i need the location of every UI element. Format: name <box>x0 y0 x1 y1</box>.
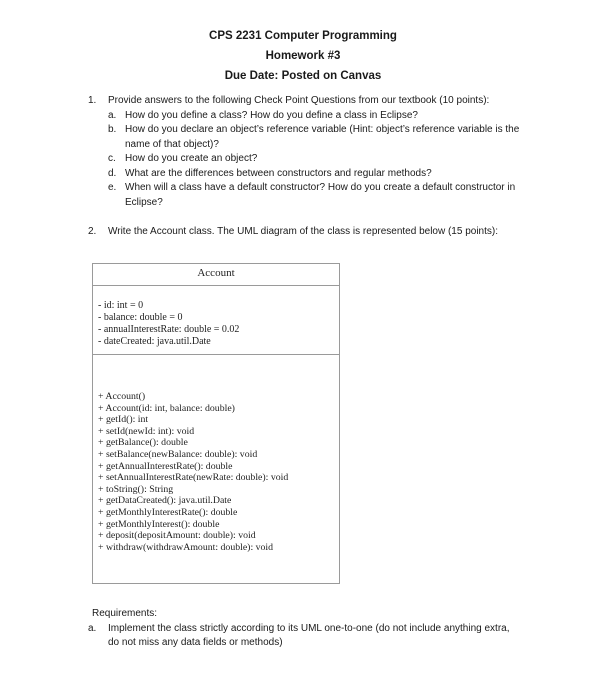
list-item <box>108 152 558 167</box>
uml-method: + getId(): int <box>98 414 149 426</box>
uml-class-diagram <box>92 263 340 584</box>
uml-method: + setBalance(newBalance: double): void <box>98 448 258 460</box>
uml-method: + setAnnualInterestRate(newRate: double): void <box>98 472 289 484</box>
uml-field: - id: int = 0 <box>98 300 144 311</box>
uml-method: + getBalance(): double <box>98 437 188 449</box>
uml-method: + toString(): String <box>98 483 174 495</box>
question-text: Provide answers to the following Check Point Questions from our textbook (10 points): <box>108 95 490 106</box>
homework-title: Homework #3 <box>265 50 341 62</box>
list-item <box>108 123 558 152</box>
question-text: Write the Account class. The UML diagram of the class is represented below (15 points): <box>108 226 498 237</box>
uml-method: + getAnnualInterestRate(): double <box>98 460 233 472</box>
uml-method: + withdraw(withdrawAmount: double): void <box>98 541 274 553</box>
list-item <box>108 167 558 182</box>
item-letter: e. <box>108 182 117 193</box>
uml-class-name: Account <box>93 264 339 286</box>
item-letter: c. <box>108 153 116 164</box>
item-letter: a. <box>88 622 97 634</box>
item-text: How do you declare an object’s reference variable (Hint: object’s reference variable is the name of that object)? <box>125 124 520 150</box>
uml-method: + getMonthlyInterest(): double <box>98 518 220 530</box>
item-text: How do you define a class? How do you define a class in Eclipse? <box>125 109 418 121</box>
item-text: How do you create an object? <box>125 153 258 164</box>
due-date: Due Date: Posted on Canvas <box>224 70 382 82</box>
list-item <box>88 622 572 651</box>
uml-fields-section <box>93 286 339 355</box>
item-text: What are the differences between constructors and regular methods? <box>125 167 432 179</box>
requirements-heading: Requirements: <box>92 608 158 619</box>
uml-method: + deposit(depositAmount: double): void <box>98 530 256 542</box>
question-2 <box>88 225 568 239</box>
uml-method: + Account(id: int, balance: double) <box>98 402 235 414</box>
uml-method: + getMonthlyInterestRate(): double <box>98 506 238 518</box>
question-number: 1. <box>88 95 97 106</box>
uml-field: - balance: double = 0 <box>98 312 183 323</box>
item-letter: d. <box>108 167 117 179</box>
uml-field: - annualInterestRate: double = 0.02 <box>98 324 240 335</box>
uml-field: - dateCreated: java.util.Date <box>98 336 211 347</box>
requirements <box>88 607 572 651</box>
list-item <box>108 181 558 210</box>
uml-method: + getDataCreated(): java.util.Date <box>98 495 232 507</box>
course-title: CPS 2231 Computer Programming <box>209 30 397 42</box>
item-letter: a. <box>108 109 117 121</box>
question-1 <box>88 94 558 210</box>
list-item <box>108 109 558 124</box>
uml-method: + Account() <box>98 391 146 402</box>
uml-methods-section <box>93 355 339 553</box>
document-title <box>0 26 606 86</box>
question-number: 2. <box>88 226 97 237</box>
item-letter: b. <box>108 124 117 135</box>
uml-method: + setId(newId: int): void <box>98 425 195 437</box>
item-text: Implement the class strictly according to its UML one-to-one (do not include anything extra, do not miss any data fields or methods) <box>108 622 510 648</box>
item-text: When will a class have a default constructor? How do you create a default constructor in Eclipse? <box>125 182 516 208</box>
